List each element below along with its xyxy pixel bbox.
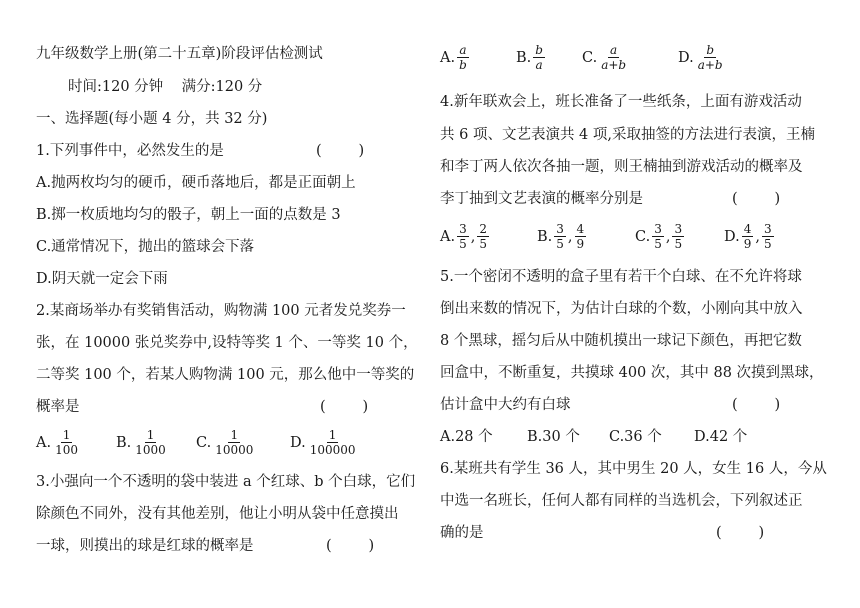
fraction <box>742 222 754 251</box>
fraction <box>696 43 725 72</box>
denominator: 5 <box>654 237 662 251</box>
q1-option-d: D.阴天就一定会下雨 <box>36 271 168 287</box>
denominator: 5 <box>459 237 467 251</box>
fraction <box>477 222 489 251</box>
q3-option-d <box>678 43 726 72</box>
option-label: C. <box>196 434 212 451</box>
numerator: 1 <box>146 428 155 442</box>
q5-option-a: A.28 个 <box>440 429 493 445</box>
q6-answer-paren: ( ) <box>716 525 765 541</box>
numerator: 3 <box>654 222 662 236</box>
denominator: a+b <box>601 58 627 72</box>
q2-line: 张，在 10000 张兑奖券中,设特等奖 1 个、一等奖 10 个， <box>36 335 418 351</box>
fraction <box>599 43 628 72</box>
denominator: a <box>535 58 543 72</box>
q6-line: 6.某班共有学生 36 人，其中男生 20 人，女生 16 人，今从 <box>440 461 827 477</box>
q1-stem: 1.下列事件中，必然发生的是 <box>36 143 224 159</box>
q2-line: 概率是 <box>36 399 80 415</box>
option-label: C. <box>582 49 598 66</box>
q2-option-a <box>36 428 81 457</box>
q4-option-d <box>724 222 775 251</box>
fraction <box>53 428 80 457</box>
fraction <box>575 222 587 251</box>
numerator: 2 <box>479 222 487 236</box>
q3-option-b <box>516 43 546 72</box>
fraction <box>457 43 469 72</box>
option-label: A. <box>440 49 456 66</box>
q5-option-c: C.36 个 <box>609 429 662 445</box>
numerator: b <box>706 43 714 57</box>
q4-line: 和李丁两人依次各抽一题，则王楠抽到游戏活动的概率及 <box>440 159 803 175</box>
q2-line: 2.某商场举办有奖销售活动，购物满 100 元者发兑奖券一 <box>36 303 406 319</box>
q5-option-d: D.42 个 <box>694 429 748 445</box>
numerator: b <box>535 43 543 57</box>
numerator: a <box>610 43 618 57</box>
q2-line: 二等奖 100 个，若某人购物满 100 元，那么他中一等奖的 <box>36 367 415 383</box>
option-label: C. <box>635 228 651 245</box>
option-label: B. <box>116 434 132 451</box>
q3-option-c <box>582 43 629 72</box>
q3-line: 一球，则摸出的球是红球的概率是 <box>36 538 254 554</box>
q5-answer-paren: ( ) <box>732 397 781 413</box>
numerator: 1 <box>230 428 239 442</box>
q6-line: 中选一名班长，任何人都有同样的当选机会，下列叙述正 <box>440 493 803 509</box>
numerator: a <box>459 43 467 57</box>
q2-option-d <box>290 428 359 457</box>
q2-answer-paren: ( ) <box>320 399 369 415</box>
numerator: 4 <box>743 222 752 236</box>
q1-option-a: A.抛两枚均匀的硬币，硬币落地后，都是正面朝上 <box>36 175 356 191</box>
fraction <box>762 222 774 251</box>
fraction <box>457 222 469 251</box>
numerator: 1 <box>328 428 337 442</box>
numerator: 3 <box>674 222 683 236</box>
q4-option-c <box>635 222 685 251</box>
fraction <box>133 428 168 457</box>
option-label: A. <box>36 434 52 451</box>
fraction <box>652 222 664 251</box>
numerator: 3 <box>459 222 467 236</box>
q4-option-a <box>440 222 490 251</box>
fraction <box>308 428 358 457</box>
denominator: 1000 <box>135 443 166 457</box>
q4-line: 共 6 项、文艺表演共 4 项,采取抽签的方法进行表演，王楠 <box>440 127 815 143</box>
q5-line: 倒出来数的情况下，为估计白球的个数，小刚向其中放入 <box>440 301 803 317</box>
q2-option-c <box>196 428 256 457</box>
q4-answer-paren: ( ) <box>732 191 781 207</box>
denominator: a+b <box>697 58 723 72</box>
denominator: 5 <box>479 237 487 251</box>
q1-option-c: C.通常情况下，抛出的篮球会下落 <box>36 239 255 255</box>
q5-line: 8 个黑球，摇匀后从中随机摸出一球记下颜色，再把它数 <box>440 333 802 349</box>
q1-answer-paren: ( ) <box>316 143 365 159</box>
numerator: 3 <box>556 222 564 236</box>
numerator: 3 <box>763 222 772 236</box>
option-label: A. <box>440 228 456 245</box>
q5-line: 估计盒中大约有白球 <box>440 397 571 413</box>
option-label: D. <box>724 228 740 245</box>
q3-answer-paren: ( ) <box>326 538 375 554</box>
q5-line: 5.一个密闭不透明的盒子里有若干个白球、在不允许将球 <box>440 269 802 285</box>
comma: , <box>470 228 476 245</box>
q3-option-a <box>440 43 470 72</box>
q2-option-b <box>116 428 169 457</box>
denominator: 100 <box>55 443 78 457</box>
q5-option-b: B.30 个 <box>527 429 580 445</box>
option-label: D. <box>290 434 306 451</box>
denominator: 5 <box>556 237 564 251</box>
fraction <box>672 222 684 251</box>
denominator: 100000 <box>309 443 356 457</box>
section-heading: 一、选择题(每小题 4 分，共 32 分) <box>36 111 268 127</box>
q3-line: 3.小强向一个不透明的袋中装进 a 个红球、b 个白球，它们 <box>36 474 416 490</box>
q1-option-b: B.掷一枚质地均匀的骰子，朝上一面的点数是 3 <box>36 207 341 223</box>
fraction <box>533 43 545 72</box>
q4-option-b <box>537 222 587 251</box>
q4-line: 4.新年联欢会上，班长准备了一些纸条，上面有游戏活动 <box>440 94 802 110</box>
option-label: D. <box>678 49 694 66</box>
denominator: 5 <box>763 237 772 251</box>
option-label: B. <box>537 228 553 245</box>
denominator: 9 <box>576 237 585 251</box>
exam-title: 九年级数学上册(第二十五章)阶段评估检测试 <box>36 46 323 62</box>
comma: , <box>567 228 573 245</box>
comma: , <box>665 228 671 245</box>
denominator: 10000 <box>215 443 254 457</box>
numerator: 1 <box>62 428 71 442</box>
option-label: B. <box>516 49 532 66</box>
denominator: 9 <box>743 237 752 251</box>
fraction <box>213 428 255 457</box>
numerator: 4 <box>576 222 585 236</box>
q3-line: 除颜色不同外，没有其他差别，他让小明从袋中任意摸出 <box>36 506 399 522</box>
denominator: 5 <box>674 237 683 251</box>
q5-line: 回盒中，不断重复，共摸球 400 次，其中 88 次摸到黑球， <box>440 365 824 381</box>
q6-line: 确的是 <box>440 525 484 541</box>
denominator: b <box>459 58 467 72</box>
fraction <box>554 222 566 251</box>
time-info: 时间:120 分钟 满分:120 分 <box>68 79 263 95</box>
q4-line: 李丁抽到文艺表演的概率分别是 <box>440 191 643 207</box>
comma: , <box>755 228 760 245</box>
